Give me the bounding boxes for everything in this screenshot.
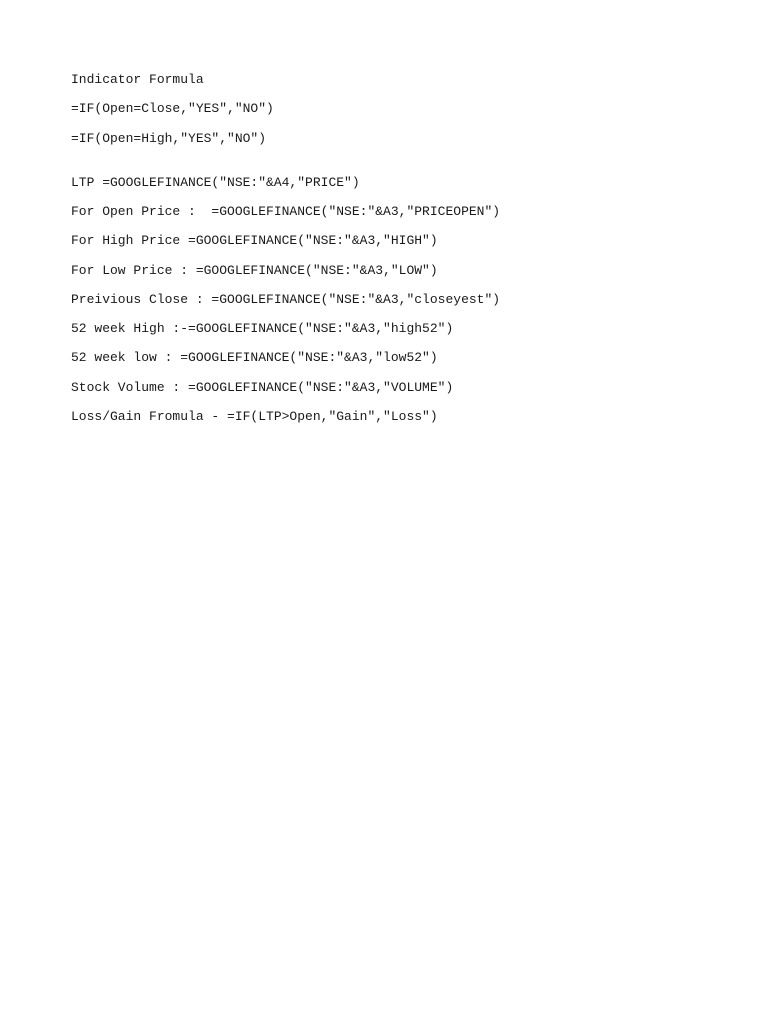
open-equals-close-formula: =IF(Open=Close,"YES","NO") <box>71 101 274 116</box>
open-equals-high-formula: =IF(Open=High,"YES","NO") <box>71 131 267 146</box>
high-price-formula: For High Price =GOOGLEFINANCE("NSE:"&A3,"HIGH") <box>71 233 438 248</box>
week52-high-formula: 52 week High :-=GOOGLEFINANCE("NSE:"&A3,"high52") <box>71 321 454 336</box>
loss-gain-formula: Loss/Gain Fromula - =IF(LTP>Open,"Gain","Loss") <box>71 409 438 424</box>
ltp-formula: LTP =GOOGLEFINANCE("NSE:"&A4,"PRICE") <box>71 175 360 190</box>
low-price-formula: For Low Price : =GOOGLEFINANCE("NSE:"&A3,"LOW") <box>71 263 438 278</box>
indicator-formula-heading: Indicator Formula <box>71 72 204 87</box>
previous-close-formula: Preivious Close : =GOOGLEFINANCE("NSE:"&A3,"closeyest") <box>71 292 501 307</box>
week52-low-formula: 52 week low : =GOOGLEFINANCE("NSE:"&A3,"low52") <box>71 350 438 365</box>
stock-volume-formula: Stock Volume : =GOOGLEFINANCE("NSE:"&A3,"VOLUME") <box>71 380 454 395</box>
open-price-formula: For Open Price : =GOOGLEFINANCE("NSE:"&A3,"PRICEOPEN") <box>71 204 501 219</box>
